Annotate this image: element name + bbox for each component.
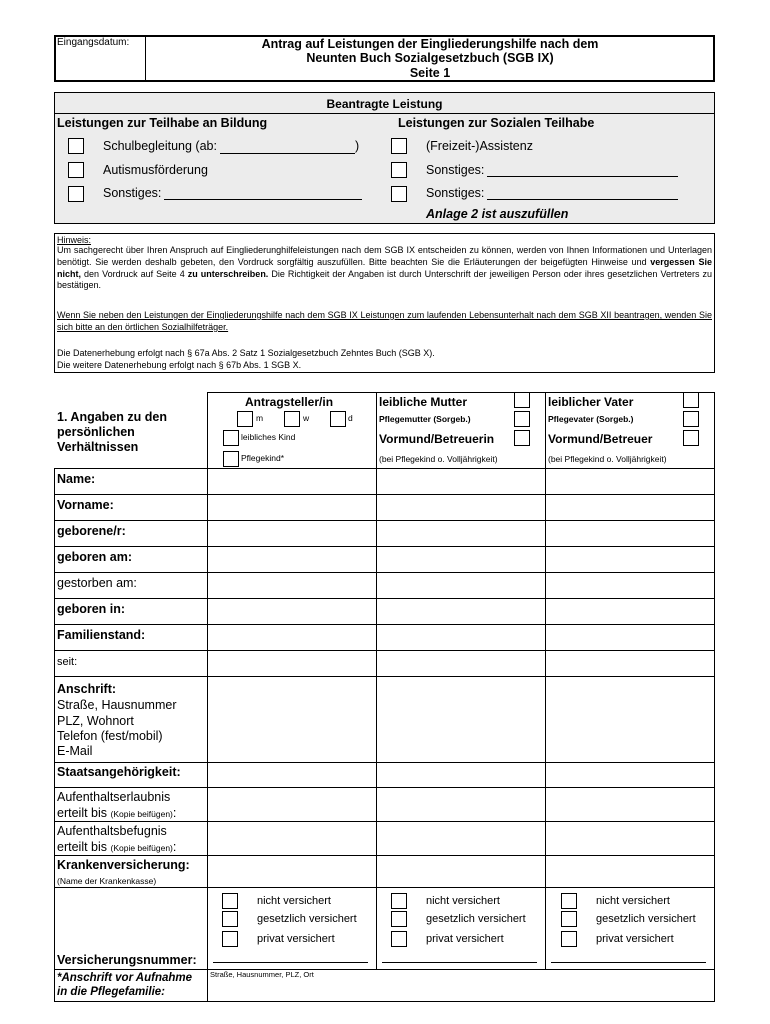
- table-left-edge: [54, 468, 55, 1002]
- anschrift-field[interactable]: [208, 677, 714, 762]
- form-title-line2: Neunten Buch Sozialgesetzbuch (SGB IX): [306, 51, 554, 65]
- row-line: [54, 969, 715, 970]
- geborene-field[interactable]: [208, 521, 714, 546]
- form-title-line1: Antrag auf Leistungen der Eingliederungshilfe nach dem: [261, 37, 599, 51]
- row-label-name: Name:: [57, 472, 96, 486]
- mutter-checkbox[interactable]: [514, 392, 530, 408]
- hinweis-paragraph-3b: Die weitere Datenerhebung erfolgt nach § 67b Abs. 1 SGB X.: [57, 360, 302, 370]
- vormund-betreuerin-checkbox[interactable]: [514, 430, 530, 446]
- col3-nicht-versichert-label: nicht versichert: [596, 895, 670, 907]
- aufenthaltsbefugnis-bis-text: erteilt bis: [57, 840, 111, 854]
- row-label-geborene: geborene/r:: [57, 524, 126, 538]
- pflegekind-checkbox[interactable]: [223, 451, 239, 467]
- kopie-hint: (Kopie beifügen): [110, 843, 173, 853]
- sonstiges-bildung-line[interactable]: [164, 199, 362, 200]
- row-label-aufenthaltsbefugnis-bis: [57, 840, 176, 854]
- gender-d-checkbox[interactable]: [330, 411, 346, 427]
- pflegemutter-checkbox[interactable]: [514, 411, 530, 427]
- row-label-krankenkasse-hint: (Name der Krankenkasse): [57, 876, 157, 886]
- colon: :: [172, 840, 177, 854]
- leistung-box: [54, 92, 715, 224]
- col1-gesetzlich-checkbox[interactable]: [222, 911, 238, 927]
- col3-gesetzlich-label: gesetzlich versichert: [596, 913, 696, 925]
- staatsangehoerigkeit-field[interactable]: [208, 763, 714, 787]
- col1-privat-label: privat versichert: [257, 933, 335, 945]
- pflegefamilie-address-field[interactable]: [208, 978, 714, 1001]
- aufenthaltsbefugnis-field[interactable]: [208, 822, 714, 855]
- section-1-title-c: Verhältnissen: [57, 440, 139, 454]
- row-label-aufenthaltserlaubnis: Aufenthaltserlaubnis: [57, 790, 171, 804]
- hinweis-p1-d: zu unterschreiben.: [187, 268, 269, 279]
- geboren-am-field[interactable]: [208, 547, 714, 572]
- antragsteller-heading: Antragsteller/in: [245, 395, 334, 409]
- col1-nicht-versichert-checkbox[interactable]: [222, 893, 238, 909]
- vorname-field[interactable]: [208, 495, 714, 520]
- autismus-label: Autismusförderung: [103, 163, 208, 177]
- table-bottom-edge: [54, 1001, 715, 1002]
- pflegefamilie-hint: Straße, Hausnummer, PLZ, Ort: [210, 970, 314, 979]
- hinweis-paragraph-1: [57, 245, 712, 292]
- table-top-edge: [207, 392, 715, 393]
- hinweis-p1-b: vergessen Sie nicht,: [57, 256, 712, 279]
- col3-versicherungsnummer-line[interactable]: [551, 962, 706, 963]
- col3-gesetzlich-checkbox[interactable]: [561, 911, 577, 927]
- sonstiges-teilhabe2-checkbox[interactable]: [391, 186, 407, 202]
- gender-w-checkbox[interactable]: [284, 411, 300, 427]
- hinweis-paragraph-3a: Die Datenerhebung erfolgt nach § 67a Abs. 2 Satz 1 Sozialgesetzbuch Zehntes Buch (SGB X).: [57, 348, 435, 358]
- row-label-versicherungsnummer: Versicherungsnummer:: [57, 953, 197, 967]
- col2-privat-label: privat versichert: [426, 933, 504, 945]
- schulbegleitung-date-line[interactable]: [220, 153, 355, 154]
- col3-nicht-versichert-checkbox[interactable]: [561, 893, 577, 909]
- col1-privat-checkbox[interactable]: [222, 931, 238, 947]
- row-label-krankenversicherung: Krankenversicherung:: [57, 858, 190, 872]
- col3-privat-label: privat versichert: [596, 933, 674, 945]
- row-label-anschrift-telefon: Telefon (fest/mobil): [57, 729, 163, 743]
- hinweis-paragraph-2: Wenn Sie neben den Leistungen der Eingliederungshilfe nach dem SGB IX Leistungen zum laufenden Lebensunterhalt nach dem SGB XII beantragen, wenden Sie sich bitte an den örtlichen Sozialhilfeträger.: [57, 310, 712, 332]
- row-label-aufenthaltserlaubnis-bis: [57, 806, 176, 820]
- col2-gesetzlich-checkbox[interactable]: [391, 911, 407, 927]
- pflegevater-checkbox[interactable]: [683, 411, 699, 427]
- name-field[interactable]: [208, 469, 714, 494]
- vater-checkbox[interactable]: [683, 392, 699, 408]
- sonstiges-teilhabe1-label: Sonstiges:: [426, 163, 485, 177]
- row-label-seit: seit:: [57, 656, 78, 668]
- colon: :: [172, 806, 177, 820]
- col2-versicherungsnummer-line[interactable]: [382, 962, 537, 963]
- mutter-heading: leibliche Mutter: [379, 395, 468, 409]
- leistung-title: Beantragte Leistung: [326, 97, 443, 111]
- col3-privat-checkbox[interactable]: [561, 931, 577, 947]
- gender-d-label: d: [348, 413, 353, 423]
- autismus-checkbox[interactable]: [68, 162, 84, 178]
- hinweis-p1-e: Die Richtigkeit der Angaben ist durch Unterschrift der jeweiligen Person oder ihres gesetzlichen Vertreters zu bestätigen.: [57, 268, 712, 291]
- sonstiges-teilhabe1-checkbox[interactable]: [391, 162, 407, 178]
- row-label-geboren-in: geboren in:: [57, 602, 126, 616]
- col1-versicherungsnummer-line[interactable]: [213, 962, 368, 963]
- leistung-title-divider: [54, 113, 715, 114]
- aufenthaltserlaubnis-field[interactable]: [208, 788, 714, 821]
- col2-privat-checkbox[interactable]: [391, 931, 407, 947]
- sonstiges-bildung-label: Sonstiges:: [103, 186, 162, 200]
- col2-gesetzlich-label: gesetzlich versichert: [426, 913, 526, 925]
- sonstiges-teilhabe2-line[interactable]: [487, 199, 678, 200]
- row-label-anschrift-email: E-Mail: [57, 744, 93, 758]
- krankenkasse-field[interactable]: [208, 856, 714, 887]
- schulbegleitung-checkbox[interactable]: [68, 138, 84, 154]
- row-label-vorname: Vorname:: [57, 498, 114, 512]
- table-right-edge: [714, 392, 715, 1002]
- vormund-betreuer-label: Vormund/Betreuer: [548, 432, 653, 446]
- bildung-heading: Leistungen zur Teilhabe an Bildung: [57, 116, 268, 130]
- gender-m-checkbox[interactable]: [237, 411, 253, 427]
- gestorben-field[interactable]: [208, 573, 714, 598]
- row-label-aufenthaltsbefugnis: Aufenthaltsbefugnis: [57, 824, 167, 838]
- section-1-title-b: persönlichen: [57, 425, 135, 439]
- mutter-note: (bei Pflegekind o. Volljährigkeit): [379, 454, 498, 464]
- hinweis-p1-c: den Vordruck auf Seite 4: [81, 268, 188, 279]
- geboren-in-field[interactable]: [208, 599, 714, 624]
- schulbegleitung-label: Schulbegleitung (ab:: [103, 139, 217, 153]
- row-label-familienstand: Familienstand:: [57, 628, 146, 642]
- vater-note: (bei Pflegekind o. Volljährigkeit): [548, 454, 667, 464]
- eingangsdatum-field[interactable]: [56, 48, 144, 80]
- row-label-anschrift: Anschrift:: [57, 682, 117, 696]
- sonstiges-teilhabe2-label: Sonstiges:: [426, 186, 485, 200]
- sonstiges-teilhabe1-line[interactable]: [487, 176, 678, 177]
- row-label-anschrift-plz: PLZ, Wohnort: [57, 714, 134, 728]
- leibliches-kind-label: leibliches Kind: [241, 432, 296, 442]
- vater-heading: leiblicher Vater: [548, 395, 634, 409]
- pflegemutter-label: Pflegemutter (Sorgeb.): [379, 414, 471, 424]
- row-label-anschrift-strasse: Straße, Hausnummer: [57, 698, 177, 712]
- freizeit-assistenz-label: (Freizeit-)Assistenz: [426, 139, 533, 153]
- freizeit-assistenz-checkbox[interactable]: [391, 138, 407, 154]
- col1-gesetzlich-label: gesetzlich versichert: [257, 913, 357, 925]
- form-title-line3: Seite 1: [409, 66, 451, 80]
- col2-nicht-versichert-checkbox[interactable]: [391, 893, 407, 909]
- seit-field[interactable]: [208, 651, 714, 676]
- aufenthaltserlaubnis-bis-text: erteilt bis: [57, 806, 111, 820]
- section-1-title-a: 1. Angaben zu den: [57, 410, 167, 424]
- hinweis-p1-a: Um sachgerecht über Ihren Anspruch auf Eingliederunghilfeleistungen nach dem SGB IX entscheiden zu können, werden von Ihnen Informationen und Unterlagen benötigt. Sie werden deshalb gebeten, den Vordruck sorgfältig auszufüllen. Bitte beachten Sie die Erläuterungen der beigefügten Hinweise und: [57, 245, 712, 267]
- gender-w-label: w: [303, 413, 310, 423]
- eingangsdatum-label: Eingangsdatum:: [57, 37, 130, 48]
- anlage-note: Anlage 2 ist auszufüllen: [426, 207, 569, 221]
- row-label-geboren-am: geboren am:: [57, 550, 133, 564]
- col1-nicht-versichert-label: nicht versichert: [257, 895, 331, 907]
- pflegekind-label: Pflegekind*: [241, 453, 285, 463]
- hinweis-label: Hinweis:: [57, 235, 92, 245]
- col2-nicht-versichert-label: nicht versichert: [426, 895, 500, 907]
- sonstiges-bildung-checkbox[interactable]: [68, 186, 84, 202]
- pflegefamilie-label-a: *Anschrift vor Aufnahme: [57, 972, 193, 984]
- pflegevater-label: Pflegevater (Sorgeb.): [548, 414, 634, 424]
- familienstand-field[interactable]: [208, 625, 714, 650]
- kopie-hint: (Kopie beifügen): [110, 809, 173, 819]
- leibliches-kind-checkbox[interactable]: [223, 430, 239, 446]
- pflegefamilie-label-b: in die Pflegefamilie:: [57, 986, 165, 998]
- vormund-betreuer-checkbox[interactable]: [683, 430, 699, 446]
- schulbegleitung-close: ): [355, 139, 360, 153]
- vormund-betreuerin-label: Vormund/Betreuerin: [379, 432, 495, 446]
- row-label-staatsangehoerigkeit: Staatsangehörigkeit:: [57, 765, 181, 779]
- gender-m-label: m: [256, 413, 264, 423]
- teilhabe-heading: Leistungen zur Sozialen Teilhabe: [398, 116, 595, 130]
- row-line: [54, 887, 715, 888]
- row-label-gestorben: gestorben am:: [57, 576, 137, 590]
